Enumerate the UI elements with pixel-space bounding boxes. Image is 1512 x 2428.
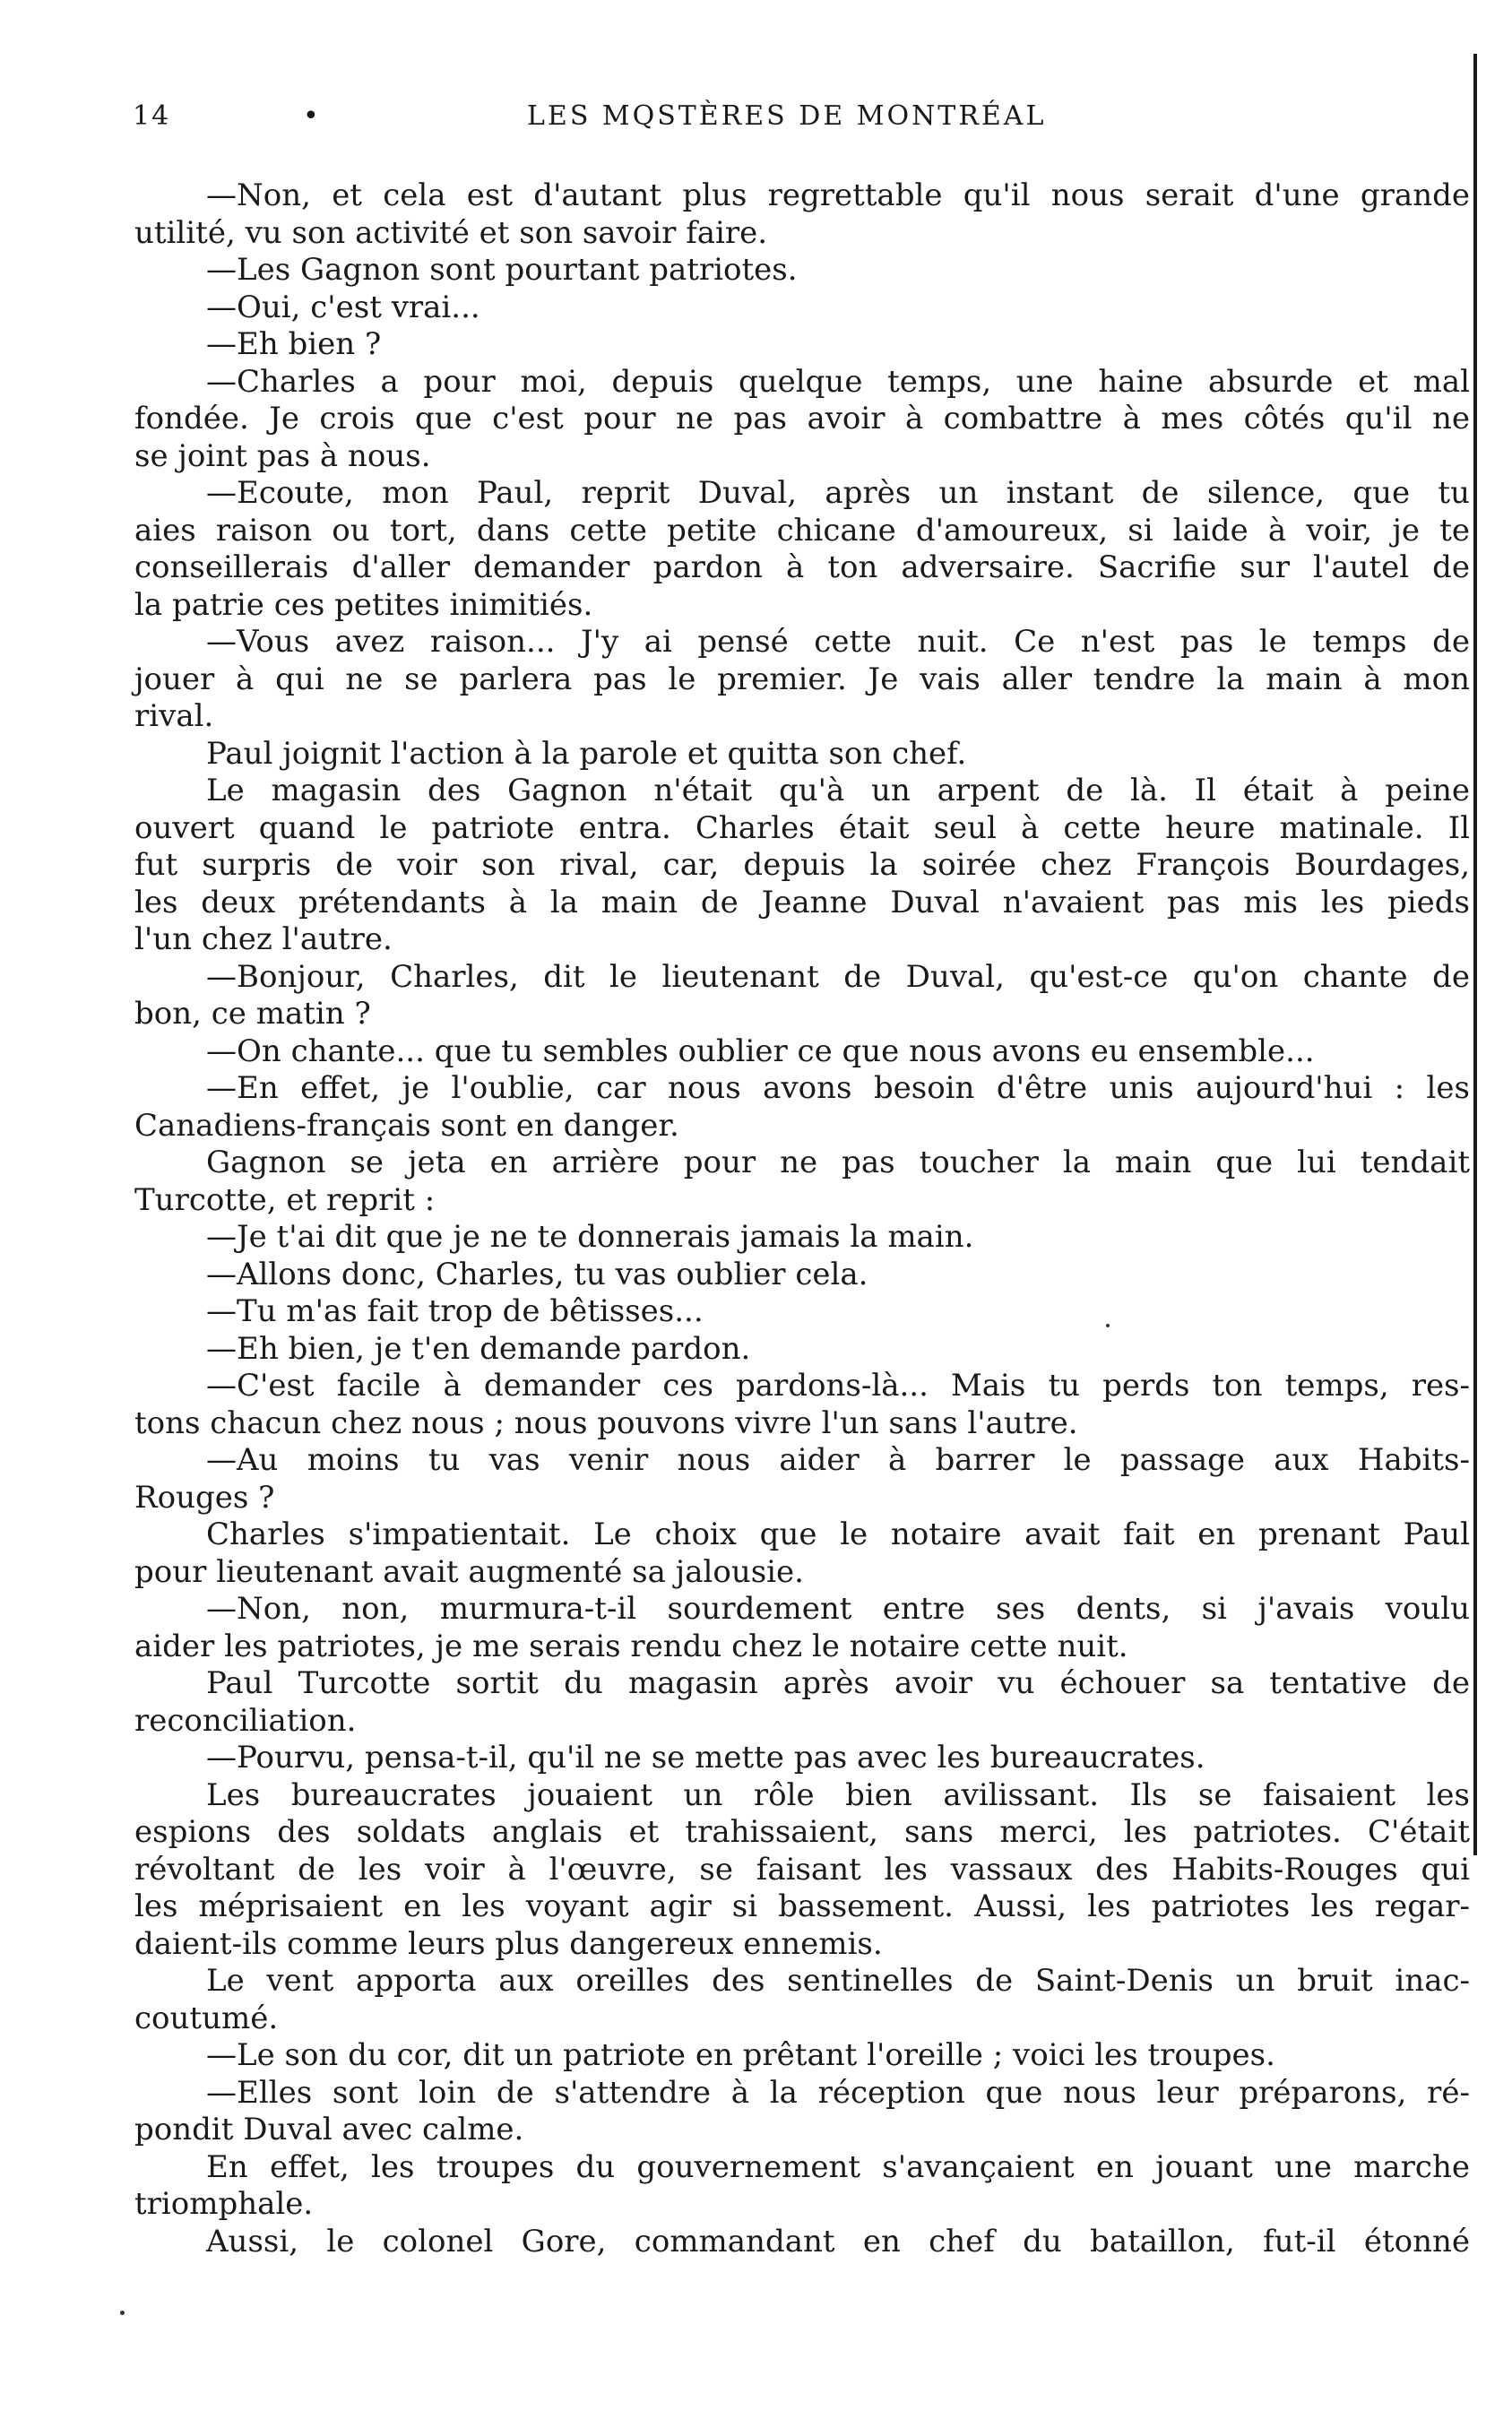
text-line: —En effet, je l'oublie, car nous avons besoin d'être unis aujourd'hui : les: [206, 1070, 1470, 1106]
text-line: —Non, et cela est d'autant plus regrettable qu'il nous serait d'une grande: [206, 177, 1470, 213]
text-line: Turcotte, et reprit :: [134, 1181, 436, 1218]
text-line: révoltant de les voir à l'œuvre, se faisant les vassaux des Habits-Rouges qui: [134, 1851, 1470, 1888]
text-line: —Charles a pour moi, depuis quelque temps, une haine absurde et mal: [206, 363, 1470, 400]
text-line: —Oui, c'est vrai...: [206, 289, 480, 325]
text-line: Aussi, le colonel Gore, commandant en chef du bataillon, fut-il étonné: [206, 2223, 1470, 2260]
text-line: jouer à qui ne se parlera pas le premier. Je vais aller tendre la main à mon: [134, 661, 1470, 697]
text-line: Rouges ?: [134, 1479, 275, 1516]
text-line: —Bonjour, Charles, dit le lieutenant de Duval, qu'est-ce qu'on chante de: [206, 958, 1470, 995]
text-line: —Pourvu, pensa-t-il, qu'il ne se mette pas avec les bureaucrates.: [206, 1740, 1205, 1776]
print-speck: [1106, 1324, 1110, 1327]
text-line: la patrie ces petites inimitiés.: [134, 586, 593, 623]
text-line: aies raison ou tort, dans cette petite chicane d'amoureux, si laide à voir, je te: [134, 512, 1470, 549]
text-line: —Je t'ai dit que je ne te donnerais jamais la main.: [206, 1219, 974, 1255]
text-line: rival.: [134, 698, 214, 734]
page-number: 14: [133, 100, 171, 132]
text-line: —Au moins tu vas venir nous aider à barrer le passage aux Habits-: [206, 1442, 1470, 1478]
text-line: aider les patriotes, je me serais rendu chez le notaire cette nuit.: [134, 1628, 1128, 1664]
print-speck: [120, 2311, 125, 2315]
text-line: —Allons donc, Charles, tu vas oublier cela.: [206, 1256, 868, 1292]
text-line: —On chante... que tu sembles oublier ce que nous avons eu ensemble...: [206, 1033, 1315, 1069]
text-line: Le vent apporta aux oreilles des sentinelles de Saint-Denis un bruit inac-: [206, 1963, 1470, 1999]
body-text: [134, 177, 1470, 2260]
text-line: Canadiens-français sont en danger.: [134, 1107, 679, 1144]
text-line: Les bureaucrates jouaient un rôle bien avilissant. Ils se faisaient les: [206, 1776, 1470, 1813]
text-line: triomphale.: [134, 2186, 314, 2222]
text-line: —Vous avez raison... J'y ai pensé cette nuit. Ce n'est pas le temps de: [206, 624, 1470, 660]
text-line: tons chacun chez nous ; nous pouvons vivre l'un sans l'autre.: [134, 1404, 1078, 1441]
text-line: bon, ce matin ?: [134, 996, 371, 1032]
header-bullet: •: [303, 100, 321, 132]
text-line: —Elles sont loin de s'attendre à la réception que nous leur préparons, ré-: [206, 2074, 1470, 2111]
text-line: En effet, les troupes du gouvernement s'avançaient en jouant une marche: [206, 2148, 1470, 2185]
text-line: pondit Duval avec calme.: [134, 2112, 524, 2147]
text-line: espions des soldats anglais et trahissaient, sans merci, les patriotes. C'était: [134, 1814, 1470, 1850]
text-line: —Le son du cor, dit un patriote en prêtant l'oreille ; voici les troupes.: [206, 2037, 1275, 2073]
text-line: les deux prétendants à la main de Jeanne Duval n'avaient pas mis les pieds: [134, 884, 1470, 920]
text-line: —Ecoute, mon Paul, reprit Duval, après un instant de silence, que tu: [206, 475, 1470, 511]
text-line: Paul Turcotte sortit du magasin après avoir vu échouer sa tentative de: [206, 1665, 1470, 1701]
running-title: LES MQSTÈRES DE MONTRÉAL: [527, 100, 1047, 132]
text-line: —Non, non, murmura-t-il sourdement entre ses dents, si j'avais voulu: [206, 1591, 1470, 1627]
text-line: ouvert quand le patriote entra. Charles était seul à cette heure matinale. Il: [134, 809, 1470, 846]
page-edge-rule: [1473, 54, 1477, 1855]
text-line: Charles s'impatientait. Le choix que le notaire avait fait en prenant Paul: [206, 1516, 1470, 1552]
text-line: pour lieutenant avait augmenté sa jalousie.: [134, 1553, 804, 1590]
text-line: daient-ils comme leurs plus dangereux ennemis.: [134, 1925, 883, 1962]
text-line: se joint pas à nous.: [134, 437, 431, 474]
text-line: fut surpris de voir son rival, car, depuis la soirée chez François Bourdages,: [134, 847, 1470, 883]
text-line: coutumé.: [134, 2000, 279, 2036]
text-line: Gagnon se jeta en arrière pour ne pas toucher la main que lui tendait: [206, 1145, 1470, 1180]
text-line: —C'est facile à demander ces pardons-là... Mais tu perds ton temps, res-: [206, 1368, 1470, 1404]
text-line: conseillerais d'aller demander pardon à ton adversaire. Sacrifie sur l'autel de: [134, 549, 1470, 585]
text-line: reconciliation.: [134, 1702, 357, 1739]
text-line: —Les Gagnon sont pourtant patriotes.: [206, 252, 798, 288]
text-line: —Tu m'as fait trop de bêtisses...: [206, 1293, 704, 1329]
text-line: les méprisaient en les voyant agir si bassement. Aussi, les patriotes les regar-: [134, 1888, 1470, 1924]
text-line: l'un chez l'autre.: [134, 921, 393, 957]
text-line: utilité, vu son activité et son savoir faire.: [134, 214, 768, 251]
text-line: —Eh bien ?: [206, 326, 382, 362]
text-line: Le magasin des Gagnon n'était qu'à un arpent de là. Il était à peine: [206, 773, 1470, 808]
text-line: fondée. Je crois que c'est pour ne pas avoir à combattre à mes côtés qu'il ne: [134, 401, 1470, 436]
running-header: [133, 100, 1468, 145]
text-line: —Eh bien, je t'en demande pardon.: [206, 1330, 751, 1367]
text-line: Paul joignit l'action à la parole et quitta son chef.: [206, 735, 967, 772]
